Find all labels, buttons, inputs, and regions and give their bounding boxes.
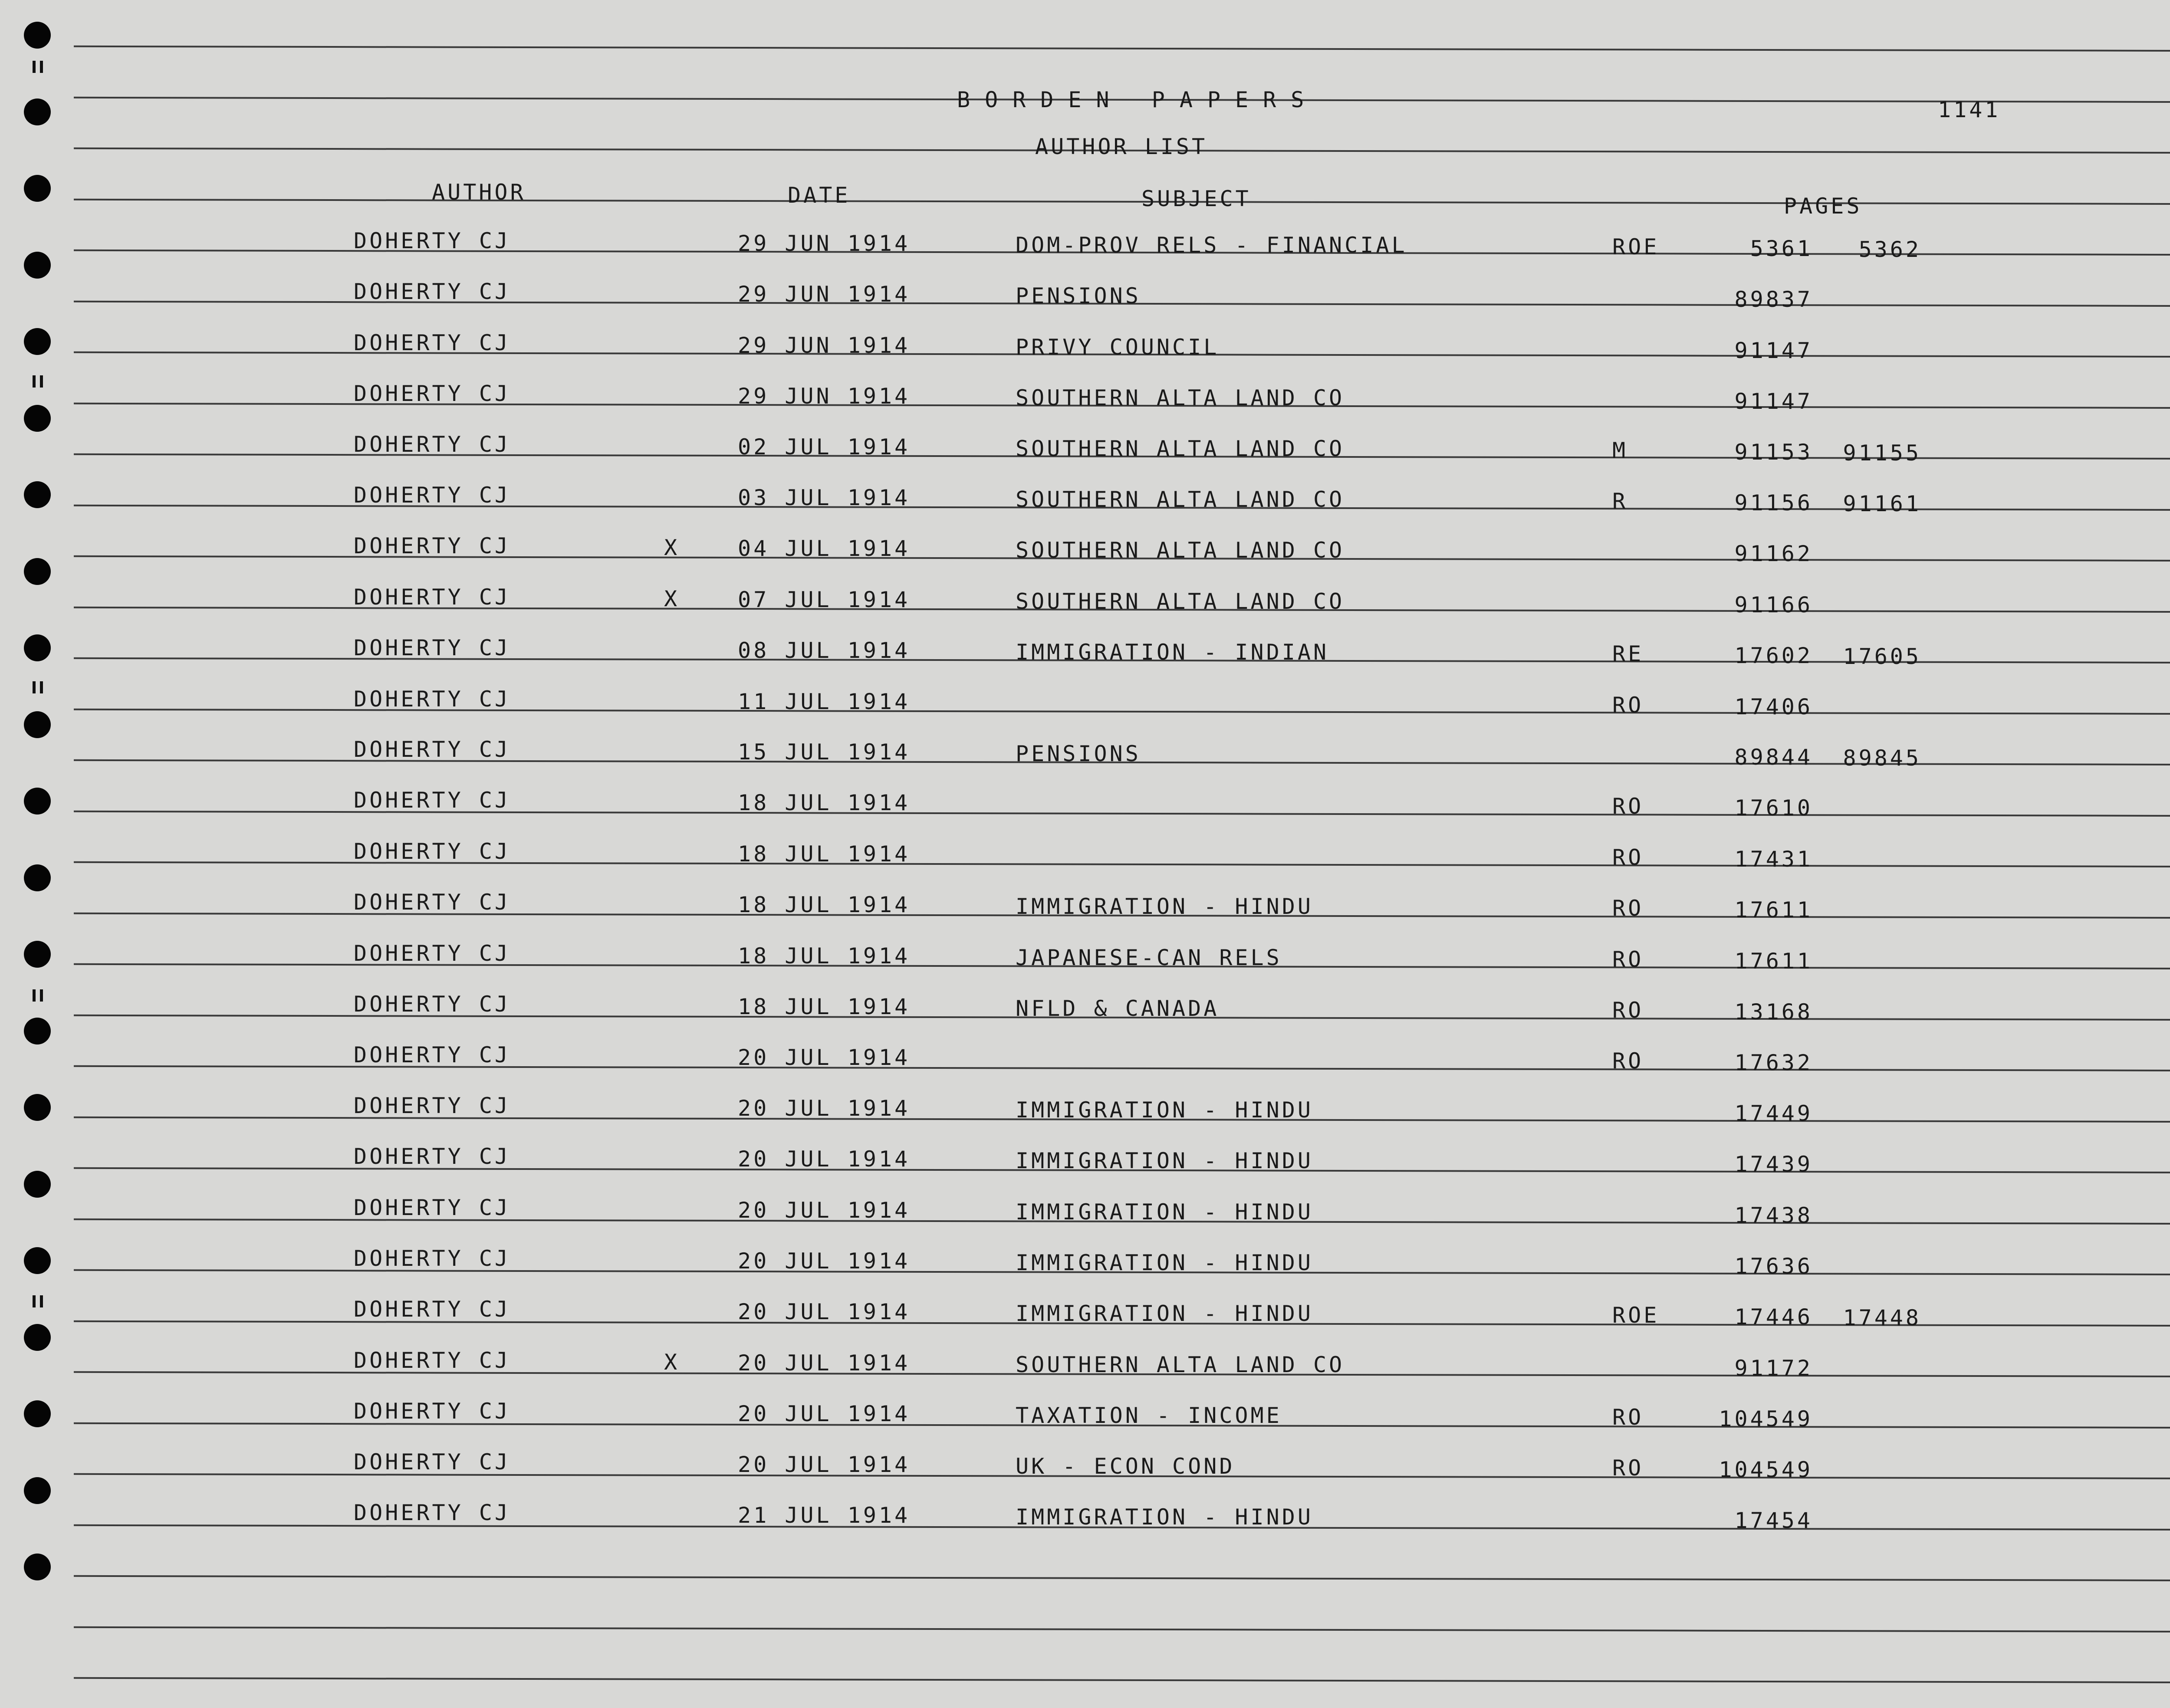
code-cell: RO xyxy=(1612,844,1644,870)
author-cell: DOHERTY CJ xyxy=(354,788,511,813)
date-cell: 18 JUL 1914 xyxy=(738,892,911,918)
report-title: BORDEN PAPERS xyxy=(957,87,1319,112)
table-row xyxy=(0,535,2170,586)
subject-cell: IMMIGRATION - HINDU xyxy=(1016,1301,1313,1327)
subject-cell: JAPANESE-CAN RELS xyxy=(1016,945,1282,970)
code-cell: RO xyxy=(1612,692,1644,718)
author-cell: DOHERTY CJ xyxy=(354,890,511,915)
table-row xyxy=(0,994,2170,1045)
ruled-line xyxy=(74,1575,2170,1581)
table-row xyxy=(0,686,2170,739)
table-row xyxy=(0,1246,2170,1299)
page-start-cell: 91166 xyxy=(1734,592,1813,618)
author-cell: DOHERTY CJ xyxy=(354,940,511,966)
ruled-line xyxy=(74,1677,2170,1683)
table-row xyxy=(0,485,2170,535)
code-cell: M xyxy=(1612,437,1628,463)
page-start-cell: 17611 xyxy=(1734,897,1813,923)
author-cell: DOHERTY CJ xyxy=(354,1297,511,1322)
table-row xyxy=(0,584,2170,637)
code-cell: RO xyxy=(1612,896,1644,921)
author-cell: DOHERTY CJ xyxy=(354,483,511,508)
page-start-cell: 17438 xyxy=(1734,1202,1813,1228)
page-end-cell: 91161 xyxy=(1843,491,1921,516)
date-cell: 18 JUL 1914 xyxy=(738,841,911,867)
author-cell: DOHERTY CJ xyxy=(354,228,511,253)
subject-cell: IMMIGRATION - HINDU xyxy=(1016,1097,1313,1123)
table-row xyxy=(0,1347,2170,1401)
date-cell: 18 JUL 1914 xyxy=(738,943,911,969)
page-start-cell: 17610 xyxy=(1734,795,1813,821)
author-cell: DOHERTY CJ xyxy=(354,838,511,864)
table-row xyxy=(0,281,2170,331)
date-cell: 20 JUL 1914 xyxy=(738,1350,911,1376)
author-cell: DOHERTY CJ xyxy=(354,431,511,457)
table-row xyxy=(0,739,2170,790)
page-start-cell: 17636 xyxy=(1734,1254,1813,1279)
feed-hole xyxy=(24,175,51,202)
author-cell: DOHERTY CJ xyxy=(354,381,511,407)
page-number: 1141 xyxy=(1938,97,2001,122)
code-cell: ROE xyxy=(1612,1303,1660,1328)
author-cell: DOHERTY CJ xyxy=(354,1195,511,1220)
ruled-line xyxy=(74,46,2170,52)
date-cell: 07 JUL 1914 xyxy=(738,587,911,612)
author-cell: DOHERTY CJ xyxy=(354,686,511,712)
author-cell: DOHERTY CJ xyxy=(354,584,511,610)
date-cell: 20 JUL 1914 xyxy=(738,1095,911,1121)
date-cell: 29 JUN 1914 xyxy=(738,332,911,358)
code-cell: RO xyxy=(1612,1048,1644,1074)
table-row xyxy=(0,1500,2170,1554)
page-start-cell: 17632 xyxy=(1734,1050,1813,1076)
page-end-cell: 17448 xyxy=(1843,1305,1921,1331)
feed-hole xyxy=(24,99,51,125)
page-start-cell: 5361 xyxy=(1750,236,1813,261)
column-header-author: AUTHOR xyxy=(432,180,526,205)
page-start-cell: 17454 xyxy=(1734,1508,1813,1533)
author-cell: DOHERTY CJ xyxy=(354,1399,511,1424)
subject-cell: SOUTHERN ALTA LAND CO xyxy=(1016,538,1345,563)
table-row xyxy=(0,940,2170,994)
date-cell: 21 JUL 1914 xyxy=(738,1503,911,1528)
subject-cell: PRIVY COUNCIL xyxy=(1016,334,1220,360)
code-cell: ROE xyxy=(1612,234,1660,259)
table-row xyxy=(0,1297,2170,1350)
table-row xyxy=(0,1195,2170,1248)
date-cell: 02 JUL 1914 xyxy=(738,434,911,460)
author-cell: DOHERTY CJ xyxy=(354,992,511,1017)
feed-hole xyxy=(24,22,51,49)
page-end-cell: 91155 xyxy=(1843,440,1921,466)
page-start-cell: 91153 xyxy=(1734,439,1813,465)
author-cell: DOHERTY CJ xyxy=(354,1144,511,1169)
page-start-cell: 17439 xyxy=(1734,1152,1813,1177)
page-start-cell: 17431 xyxy=(1734,846,1813,872)
page-end-cell: 5362 xyxy=(1858,237,1921,262)
date-cell: 11 JUL 1914 xyxy=(738,689,911,714)
mark-cell: X xyxy=(664,1349,680,1375)
subject-cell: IMMIGRATION - INDIAN xyxy=(1016,640,1329,665)
table-row xyxy=(0,230,2170,280)
date-cell: 04 JUL 1914 xyxy=(738,536,911,562)
column-header-subject: SUBJECT xyxy=(1141,186,1251,211)
subject-cell: NFLD & CANADA xyxy=(1016,996,1220,1021)
page-end-cell: 89845 xyxy=(1843,746,1921,771)
column-header-pages: PAGES xyxy=(1784,194,1862,219)
date-cell: 20 JUL 1914 xyxy=(738,1045,911,1071)
author-cell: DOHERTY CJ xyxy=(354,279,511,305)
date-cell: 03 JUL 1914 xyxy=(738,485,911,510)
author-cell: DOHERTY CJ xyxy=(354,330,511,355)
subject-cell: SOUTHERN ALTA LAND CO xyxy=(1016,588,1345,614)
subject-cell: SOUTHERN ALTA LAND CO xyxy=(1016,487,1345,512)
date-cell: 20 JUL 1914 xyxy=(738,1401,911,1427)
page-start-cell: 89844 xyxy=(1734,745,1813,770)
date-cell: 15 JUL 1914 xyxy=(738,739,911,765)
date-cell: 20 JUL 1914 xyxy=(738,1197,911,1223)
table-row xyxy=(0,1144,2170,1197)
perforation-mark xyxy=(33,61,43,73)
code-cell: RO xyxy=(1612,998,1644,1023)
author-cell: DOHERTY CJ xyxy=(354,1042,511,1068)
page-start-cell: 91162 xyxy=(1734,541,1813,567)
page-start-cell: 17446 xyxy=(1734,1304,1813,1330)
column-header-date: DATE xyxy=(788,183,851,208)
code-cell: RO xyxy=(1612,1405,1644,1430)
author-cell: DOHERTY CJ xyxy=(354,1449,511,1475)
feed-hole xyxy=(24,1554,51,1580)
page-start-cell: 17602 xyxy=(1734,643,1813,669)
report-subtitle: AUTHOR LIST xyxy=(1035,134,1208,159)
table-row xyxy=(0,383,2170,433)
page-start-cell: 104549 xyxy=(1719,1406,1813,1432)
subject-cell: IMMIGRATION - HINDU xyxy=(1016,1504,1313,1530)
page-start-cell: 91156 xyxy=(1734,490,1813,516)
page-start-cell: 89837 xyxy=(1734,287,1813,312)
code-cell: R xyxy=(1612,489,1628,514)
code-cell: RE xyxy=(1612,641,1644,667)
table-row xyxy=(0,1399,2170,1452)
subject-cell: IMMIGRATION - HINDU xyxy=(1016,1199,1313,1225)
table-row xyxy=(0,332,2170,382)
code-cell: RO xyxy=(1612,1455,1644,1481)
ruled-line xyxy=(74,1626,2170,1632)
table-row xyxy=(0,838,2170,892)
author-cell: DOHERTY CJ xyxy=(354,1093,511,1118)
table-row xyxy=(0,790,2170,841)
page-start-cell: 17611 xyxy=(1734,948,1813,974)
date-cell: 18 JUL 1914 xyxy=(738,790,911,816)
subject-cell: TAXATION - INCOME xyxy=(1016,1403,1282,1429)
page-start-cell: 91147 xyxy=(1734,389,1813,414)
date-cell: 20 JUL 1914 xyxy=(738,1299,911,1325)
date-cell: 18 JUL 1914 xyxy=(738,994,911,1019)
date-cell: 20 JUL 1914 xyxy=(738,1248,911,1274)
subject-cell: IMMIGRATION - HINDU xyxy=(1016,1250,1313,1275)
page-end-cell: 17605 xyxy=(1843,644,1921,670)
table-row xyxy=(0,1449,2170,1503)
author-cell: DOHERTY CJ xyxy=(354,1246,511,1271)
author-cell: DOHERTY CJ xyxy=(354,533,511,559)
date-cell: 20 JUL 1914 xyxy=(738,1146,911,1172)
subject-cell: IMMIGRATION - HINDU xyxy=(1016,1148,1313,1174)
page-start-cell: 17449 xyxy=(1734,1100,1813,1126)
code-cell: RO xyxy=(1612,946,1644,972)
page-start-cell: 17406 xyxy=(1734,694,1813,719)
author-cell: DOHERTY CJ xyxy=(354,635,511,661)
code-cell: RO xyxy=(1612,794,1644,819)
author-cell: DOHERTY CJ xyxy=(354,737,511,762)
subject-cell: PENSIONS xyxy=(1016,283,1141,309)
mark-cell: X xyxy=(664,586,680,611)
subject-cell: PENSIONS xyxy=(1016,741,1141,766)
date-cell: 29 JUN 1914 xyxy=(738,231,911,256)
table-row xyxy=(0,892,2170,943)
subject-cell: DOM-PROV RELS - FINANCIAL xyxy=(1016,233,1407,258)
author-cell: DOHERTY CJ xyxy=(354,1500,511,1525)
date-cell: 29 JUN 1914 xyxy=(738,384,911,409)
page-start-cell: 104549 xyxy=(1719,1457,1813,1482)
mark-cell: X xyxy=(664,535,680,561)
date-cell: 20 JUL 1914 xyxy=(738,1452,911,1477)
subject-cell: SOUTHERN ALTA LAND CO xyxy=(1016,1352,1345,1377)
table-row xyxy=(0,637,2170,688)
date-cell: 29 JUN 1914 xyxy=(738,282,911,307)
subject-cell: UK - ECON COND xyxy=(1016,1453,1235,1479)
table-row xyxy=(0,431,2170,484)
page-start-cell: 91172 xyxy=(1734,1355,1813,1381)
date-cell: 08 JUL 1914 xyxy=(738,638,911,663)
table-row xyxy=(0,1093,2170,1146)
subject-cell: SOUTHERN ALTA LAND CO xyxy=(1016,436,1345,461)
subject-cell: SOUTHERN ALTA LAND CO xyxy=(1016,385,1345,411)
subject-cell: IMMIGRATION - HINDU xyxy=(1016,894,1313,920)
table-row xyxy=(0,1042,2170,1095)
page-start-cell: 13168 xyxy=(1734,999,1813,1025)
page-start-cell: 91147 xyxy=(1734,338,1813,363)
author-cell: DOHERTY CJ xyxy=(354,1347,511,1373)
